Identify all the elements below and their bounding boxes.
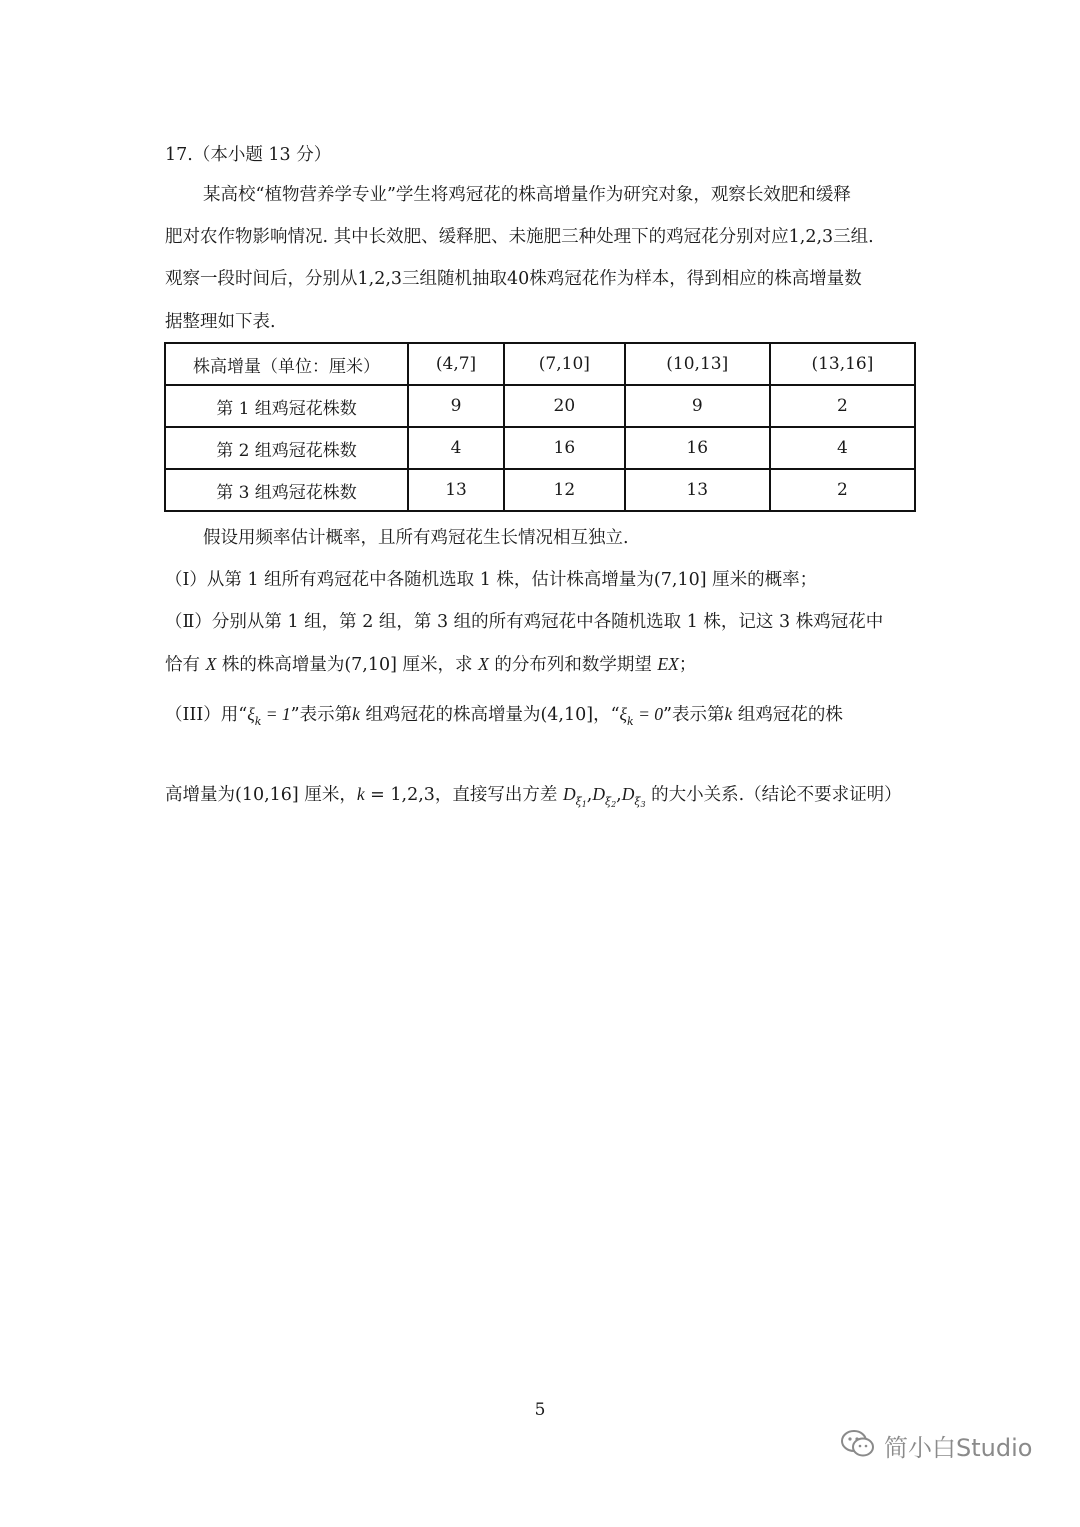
table-cell: 9 [625,385,770,427]
table-cell: 2 [770,469,915,511]
variable-x: X [205,654,217,674]
text-span: 组鸡冠花的株高增量为(4,10]，“ [359,705,620,725]
table-cell: 2 [770,385,915,427]
part-3-line-1 [165,706,843,727]
text-span: = 1,2,3，直接写出方差 [364,785,563,805]
data-table [164,342,916,512]
text-span: ”表示第 [290,705,353,725]
xi-symbol: ξ [619,704,628,724]
assumption-text: 假设用频率估计概率，且所有鸡冠花生长情况相互独立. [203,528,629,548]
subscript-xi [605,795,616,808]
table-cell: 第 1 组鸡冠花株数 [165,385,408,427]
subscript-xi [576,795,587,808]
part-3-line-2 [165,786,902,809]
table-header-row [165,343,915,385]
table-header-cell: (10,13] [625,343,770,385]
text-span: （III）用“ [165,705,248,725]
part-2-line-2 [165,656,696,675]
text-span: 高增量为(10,16] 厘米， [165,785,357,805]
table-cell: 13 [408,469,504,511]
table-header-cell: (7,10] [504,343,625,385]
page-number: 5 [534,1400,546,1420]
variable-k: k [724,704,733,724]
table-header-cell: (4,7] [408,343,504,385]
subscript-xi [634,795,645,808]
table-cell: 4 [408,427,504,469]
variable-k: k [356,784,365,804]
watermark-text: 简小白Studio [884,1434,1033,1462]
table-cell: 第 2 组鸡冠花株数 [165,427,408,469]
variance-d: D [592,784,606,804]
equation-text: = 1 [261,704,291,724]
table-cell: 20 [504,385,625,427]
variable-x: X [478,654,489,674]
intro-line-4: 据整理如下表. [165,312,276,332]
subscript-number: 1 [581,800,587,809]
table-cell: 12 [504,469,625,511]
table-cell: 16 [504,427,625,469]
table-row [165,385,915,427]
text-span: 株的株高增量为(7,10] 厘米，求 [216,655,479,675]
table-cell: 16 [625,427,770,469]
subscript-number: 2 [611,800,617,809]
xi-symbol: ξ [575,795,582,808]
variance-d: D [621,784,635,804]
text-span: ”表示第 [663,705,725,725]
equation-text: = 0 [633,704,664,724]
table-cell: 第 3 组鸡冠花株数 [165,469,408,511]
table-header-cell: (13,16] [770,343,915,385]
variable-k: k [352,704,360,724]
intro-line-2: 肥对农作物影响情况. 其中长效肥、缓释肥、未施肥三种处理下的鸡冠花分别对应1,2,3三组. [165,227,874,247]
variance-d: D [563,784,576,804]
wechat-icon [840,1429,876,1463]
part-1: （Ⅰ）从第 1 组所有鸡冠花中各随机选取 1 株，估计株高增量为(7,10] 厘米的概率； [165,570,818,590]
table-cell: 9 [408,385,504,427]
part-2-line-1: （Ⅱ）分别从第 1 组，第 2 组，第 3 组的所有鸡冠花中各随机选取 1 株，记这 3 株鸡冠花中 [165,612,884,632]
subscript-number: 3 [640,800,646,809]
text-span: 的大小关系.（结论不要求证明） [645,785,902,805]
table-cell: 13 [625,469,770,511]
xi-symbol: ξ [605,795,612,808]
text-span: 组鸡冠花的株 [732,705,843,725]
table-row [165,427,915,469]
table-header-cell: 株高增量（单位：厘米） [165,343,408,385]
intro-line-3: 观察一段时间后，分别从1,2,3三组随机抽取40株鸡冠花作为样本，得到相应的株高增量数 [165,269,862,289]
variable-ex: EX [657,654,679,674]
text-span: 的分布列和数学期望 [488,655,658,675]
text-span: ； [678,655,697,675]
table-cell: 4 [770,427,915,469]
question-header: 17.（本小题 13 分） [165,145,332,165]
intro-line-1: 某高校“植物营养学专业”学生将鸡冠花的株高增量作为研究对象，观察长效肥和缓释 [203,185,851,205]
separator: , [586,785,593,805]
subscript-k: k [627,715,634,728]
xi-symbol: ξ [634,795,641,808]
table-row [165,469,915,511]
subscript-k: k [254,715,262,728]
watermark [840,1428,1032,1463]
separator: , [616,785,622,805]
xi-symbol: ξ [247,704,255,724]
text-span: 恰有 [165,655,206,675]
